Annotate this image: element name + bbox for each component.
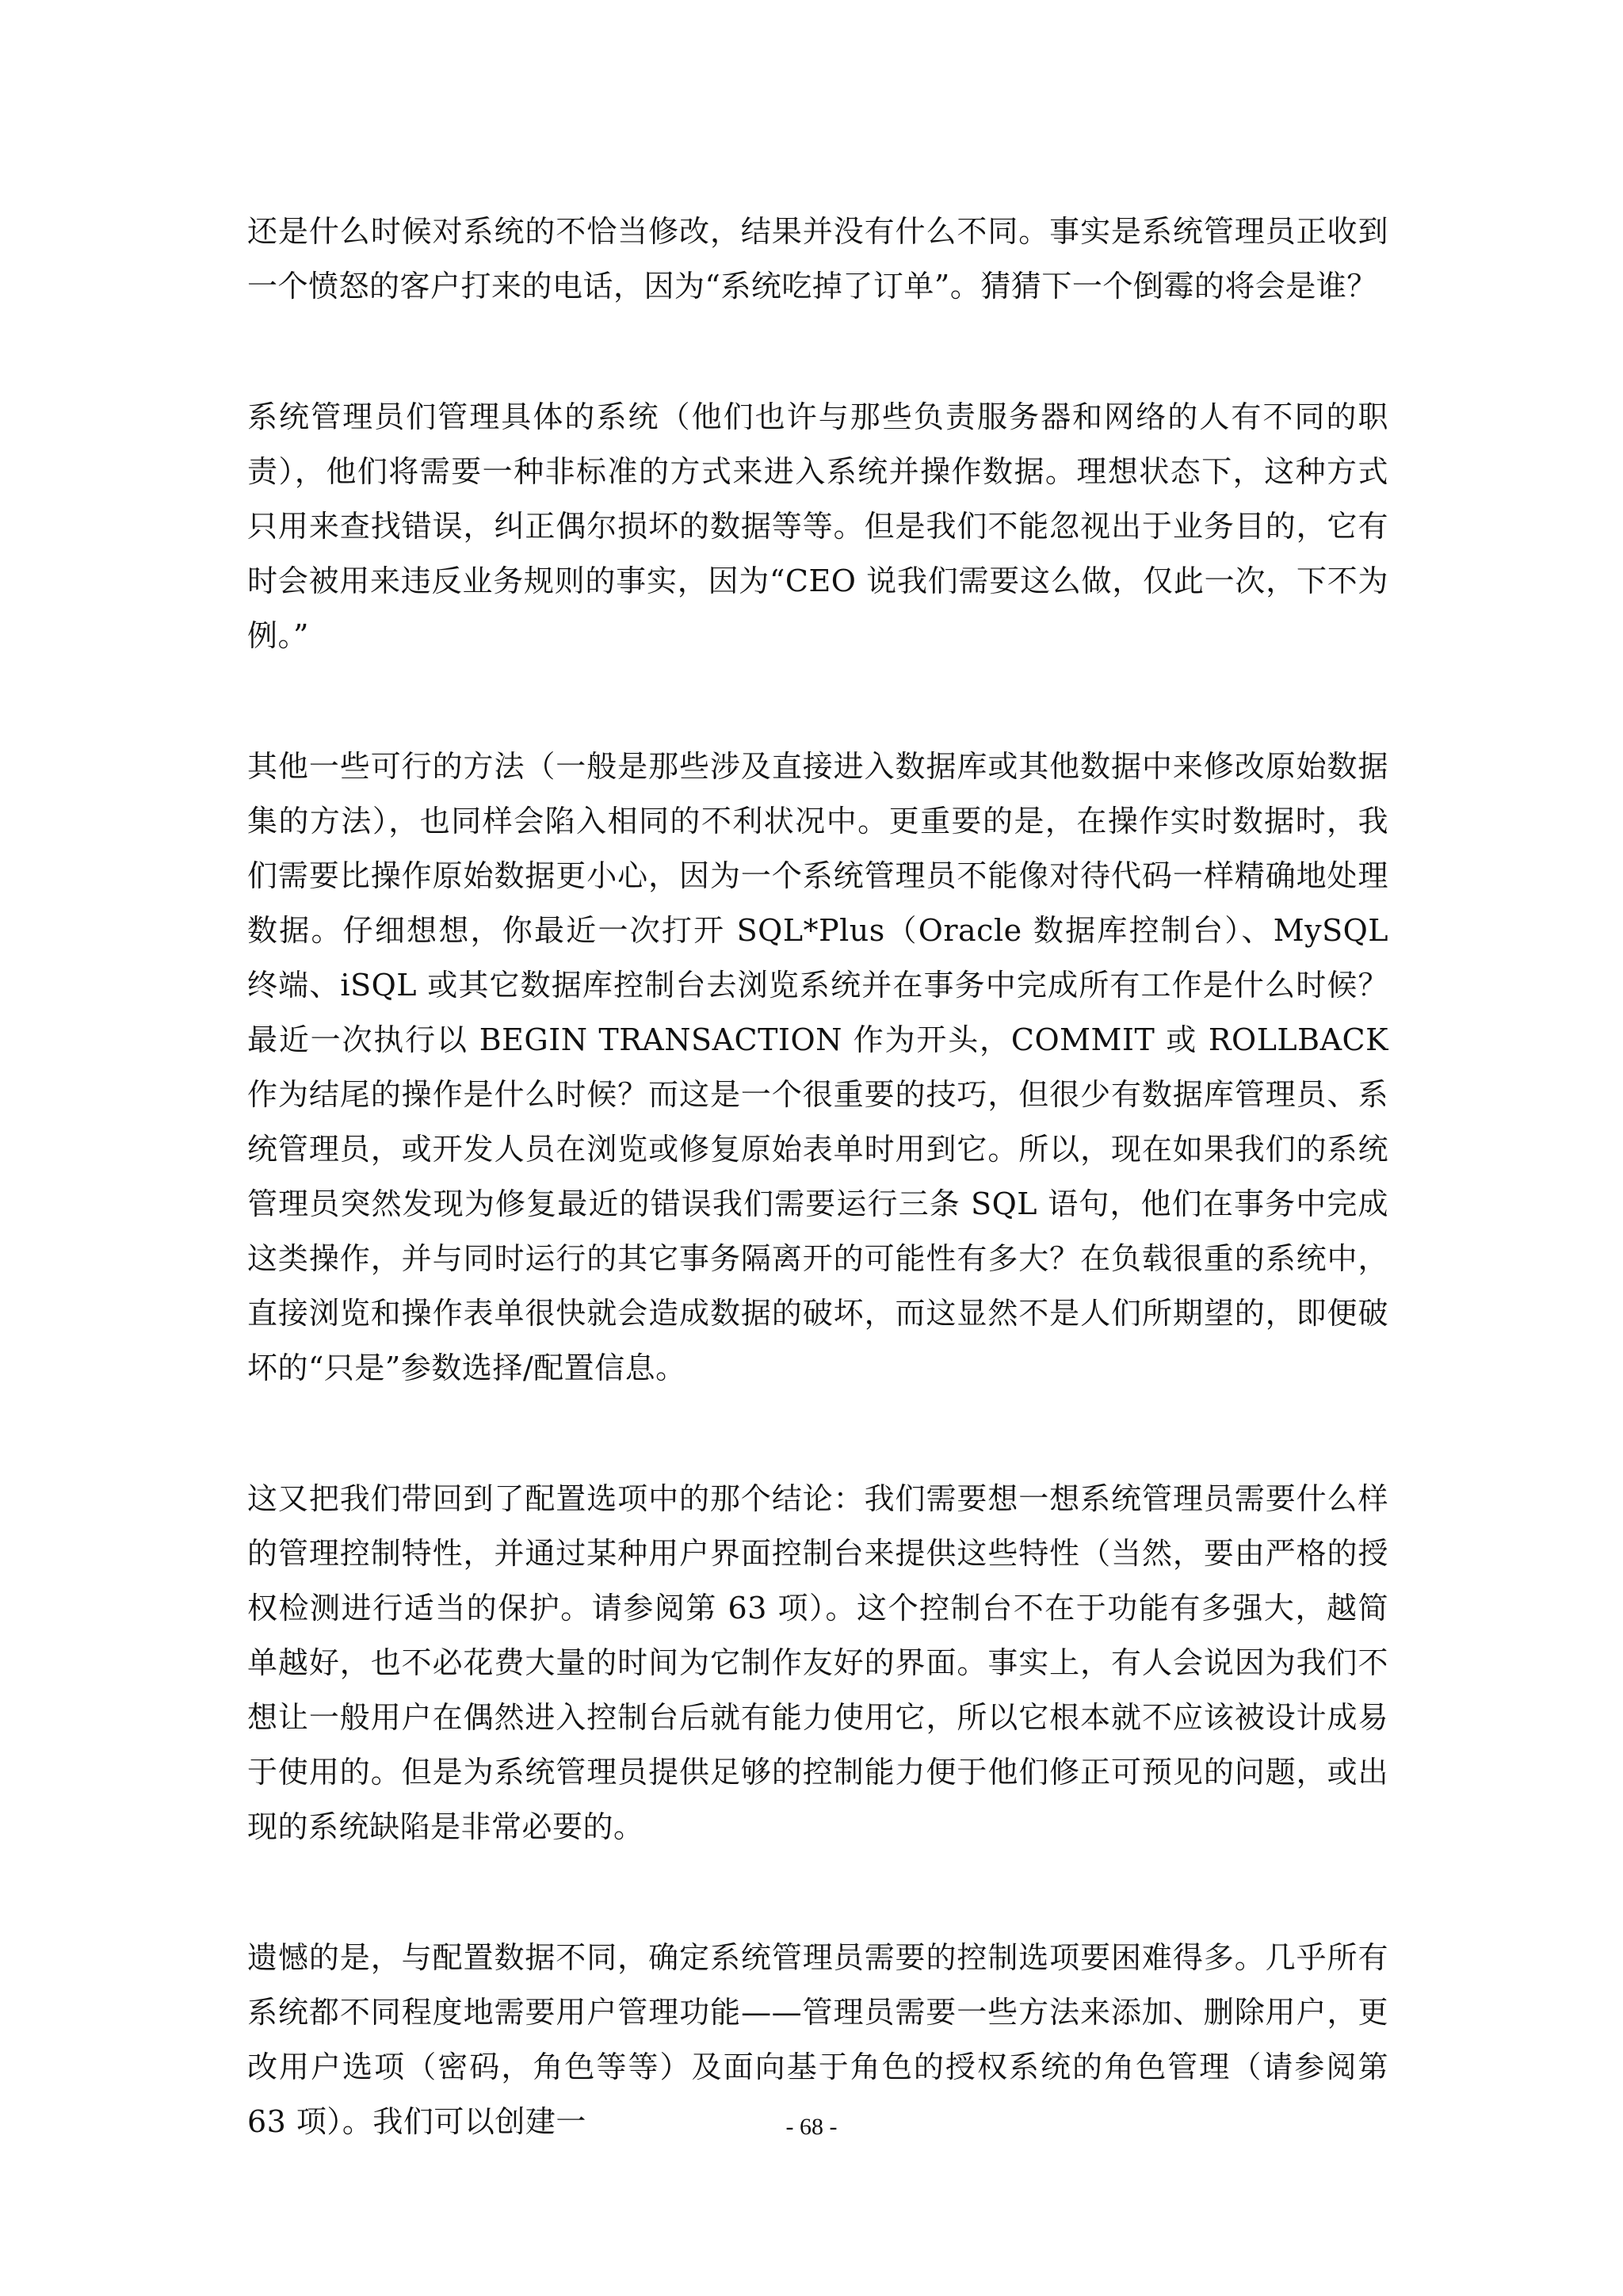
paragraph: 遗憾的是，与配置数据不同，确定系统管理员需要的控制选项要困难得多。几乎所有系统都不同程度地需要用户管理功能——管理员需要一些方法来添加、删除用户，更改用户选项（密码，角色等等）及面向基于角色的授权系统的角色管理（请参阅第 63 项）。我们可以创建一 — [247, 1940, 1388, 2139]
paragraph: 这又把我们带回到了配置选项中的那个结论：我们需要想一想系统管理员需要什么样的管理控制特性，并通过某种用户界面控制台来提供这些特性（当然，要由严格的授权检测进行适当的保护。请参阅第 63 项）。这个控制台不在于功能有多强大，越简单越好，也不必花费大量的时间为它制作友好的界面。事实上，有人会说因为我们不想让一般用户在偶然进入控制台后就有能力使用它，所以它根本就不应该被设计成易于使用的。但是为系统管理员提供足够的控制能力便于他们修正可预见的问题，或出现的系统缺陷是非常必要的。 — [247, 1481, 1388, 1844]
paragraph: 其他一些可行的方法（一般是那些涉及直接进入数据库或其他数据中来修改原始数据集的方法），也同样会陷入相同的不利状况中。更重要的是，在操作实时数据时，我们需要比操作原始数据更小心，因为一个系统管理员不能像对待代码一样精确地处理数据。仔细想想，你最近一次打开 SQL*Plus（Oracle 数据库控制台）、MySQL 终端、iSQL 或其它数据库控制台去浏览系统并在事务中完成所有工作是什么时候？最近一次执行以 BEGIN TRANSACTION 作为开头，COMMIT 或 ROLLBACK 作为结尾的操作是什么时候？而这是一个很重要的技巧，但很少有数据库管理员、系统管理员，或开发人员在浏览或修复原始表单时用到它。所以，现在如果我们的系统管理员突然发现为修复最近的错误我们需要运行三条 SQL 语句，他们在事务中完成这类操作，并与同时运行的其它事务隔离开的可能性有多大？在负载很重的系统中，直接浏览和操作表单很快就会造成数据的破坏，而这显然不是人们所期望的，即便破坏的“只是”参数选择/配置信息。 — [247, 749, 1388, 1385]
paragraph: 系统管理员们管理具体的系统（他们也许与那些负责服务器和网络的人有不同的职责），他们将需要一种非标准的方式来进入系统并操作数据。理想状态下，这种方式只用来查找错误，纠正偶尔损坏的数据等等。但是我们不能忽视出于业务目的，它有时会被用来违反业务规则的事实，因为“CEO 说我们需要这么做，仅此一次，下不为例。” — [247, 399, 1388, 653]
page-number: - 68 - — [785, 2114, 838, 2140]
paragraph: 还是什么时候对系统的不恰当修改，结果并没有什么不同。事实是系统管理员正收到一个愤怒的客户打来的电话，因为“系统吃掉了订单”。猜猜下一个倒霉的将会是谁？ — [247, 214, 1388, 304]
body-text — [247, 204, 1388, 2149]
